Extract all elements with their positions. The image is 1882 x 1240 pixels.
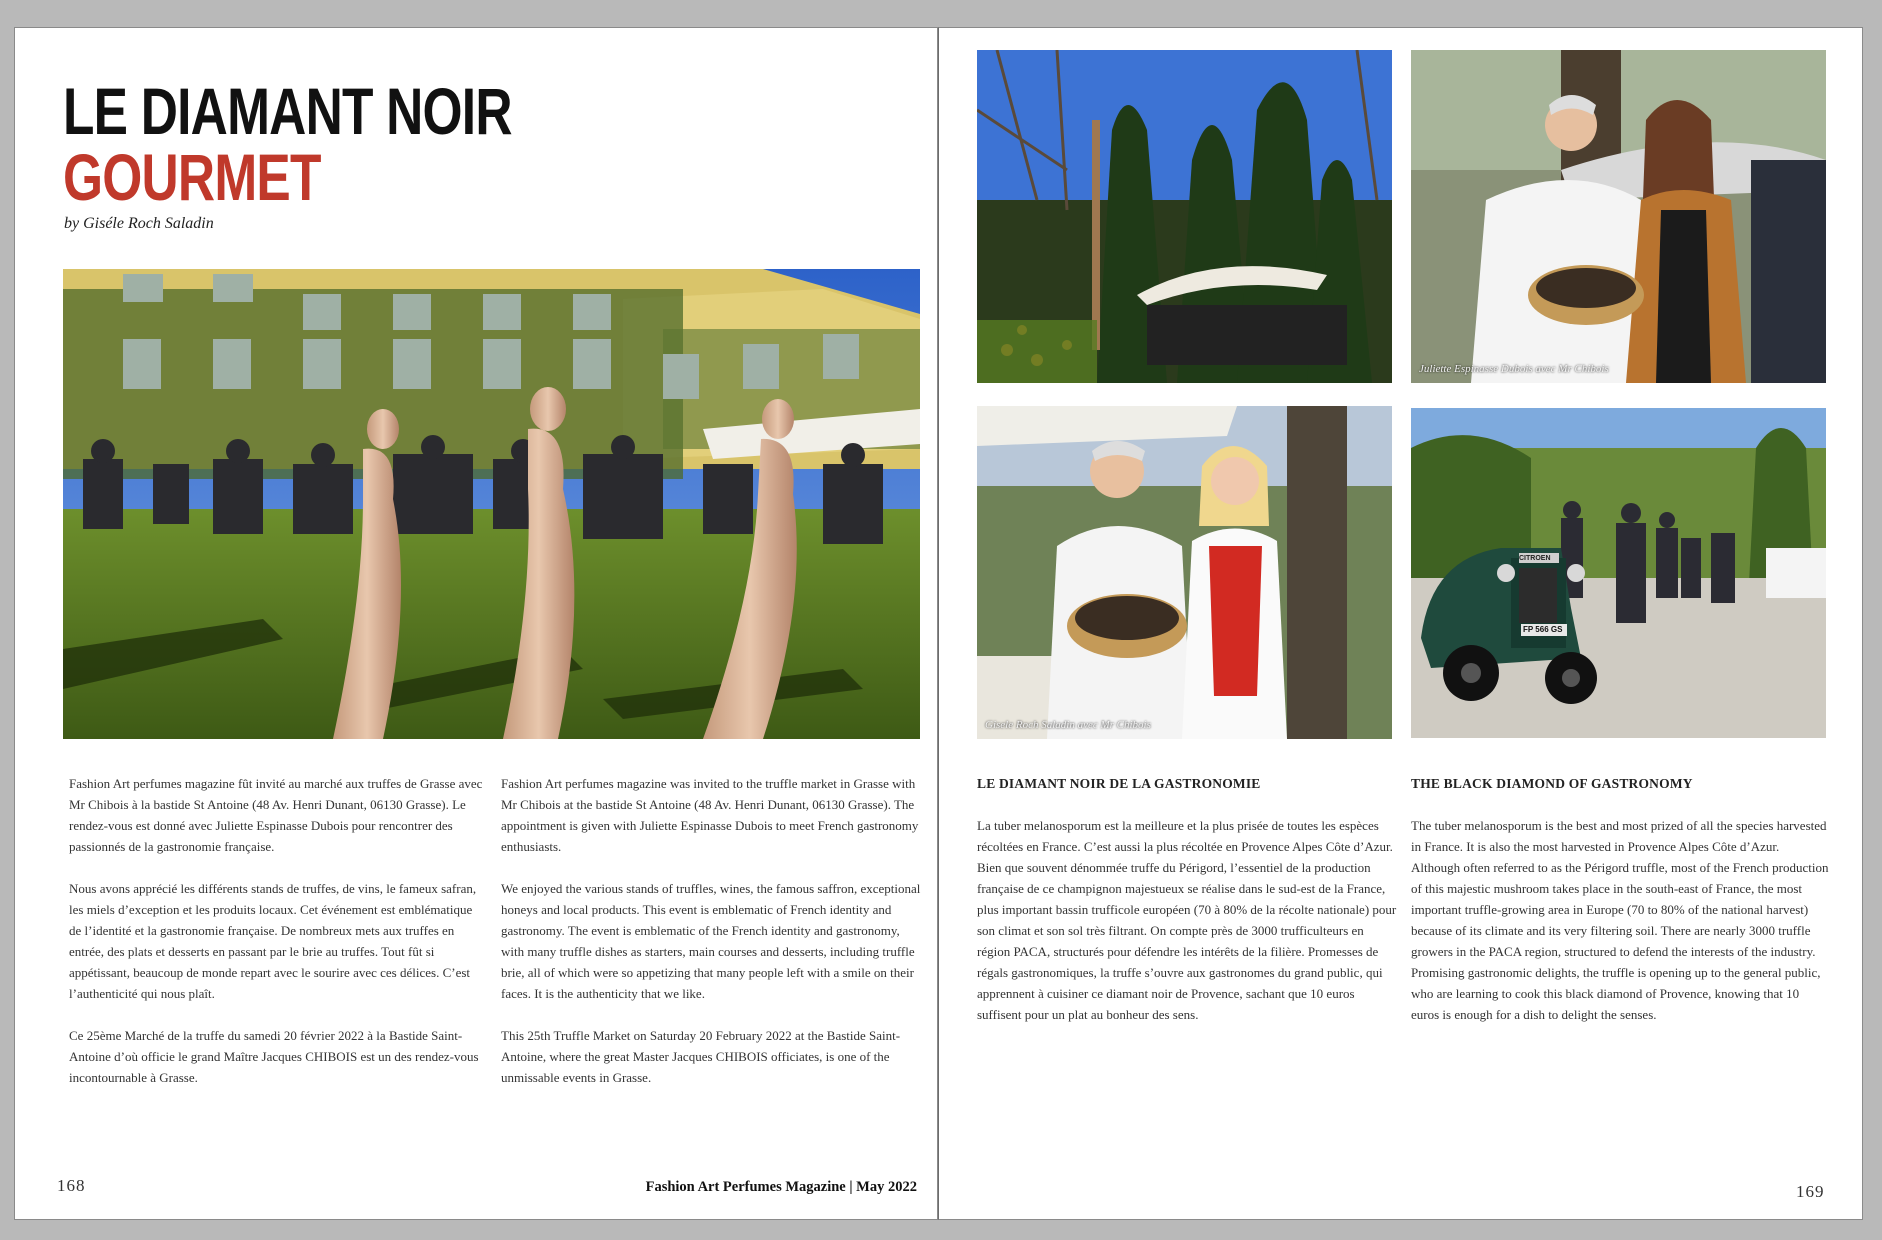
main-photo <box>63 269 920 739</box>
column-french <box>977 773 1397 1046</box>
photo-chef-juliette <box>1411 50 1826 383</box>
paragraph: The tuber melanosporum is the best and most prized of all the species harvested in France. It is also the most harvested in Provence Alpes Côte d’Azur. Although often referred to as the Périgord truffle, most of the French production of this majestic mushroom takes place in the south-east of France, the most important truffle-growing area in Europe (70 to 80% of the national harvest) because of its climate and its very filtering soil. There are nearly 3000 truffle growers in the PACA region, structured to defend the interests of the industry. Promising gastronomic delights, the truffle is opening up to the general public, who are learning to cook this black diamond of Provence, knowing that 10 euros is enough for a dish to delight the senses. <box>1411 818 1829 1022</box>
paragraph: This 25th Truffle Market on Saturday 20 February 2022 at the Bastide Saint-Antoine, where the great Master Jacques CHIBOIS officiates, is one of the unmissable events in Grasse. <box>501 1028 901 1085</box>
title-line-2: GOURMET <box>63 140 321 214</box>
article-title <box>63 74 512 214</box>
intro-column-french <box>69 773 485 1109</box>
paragraph: Ce 25ème Marché de la truffe du samedi 20 février 2022 à la Bastide Saint-Antoine d’où officie le grand Maître Jacques CHIBOIS est un des rendez-vous incontournable à Grasse. <box>69 1028 479 1085</box>
car-badge: CITROEN <box>1519 555 1551 562</box>
column-english <box>1411 773 1829 1046</box>
paragraph: Fashion Art perfumes magazine fût invité au marché aux truffes de Grasse avec Mr Chibois à la bastide St Antoine (48 Av. Henri Dunant, 06130 Grasse). Le rendez-vous est donné avec Juliette Espinasse Dubois pour rencontrer des passionnés de la gastronomie française. <box>69 776 483 854</box>
photo-market-trees <box>977 50 1392 383</box>
car-plate: FP 566 GS <box>1523 625 1563 634</box>
photo-caption: Gisele Roch Saladin avec Mr Chibois <box>985 719 1151 731</box>
right-page <box>938 27 1863 1220</box>
paragraph: Nous avons apprécié les différents stands de truffes, de vins, le fameux safran, les miels d’exception et les produits locaux. Cet événement est emblématique de l’identité et la gastronomie française. De nombreux mets aux truffes en entrée, des plats et desserts en passant par le brie au truffes. Tout fût si appétissant, beaucoup de monde repart avec le sourire avec ces délices. C’est l’authenticité qui nous plaît. <box>69 881 477 1001</box>
section-heading-english: THE BLACK DIAMOND OF GASTRONOMY <box>1411 776 1693 791</box>
left-page <box>14 27 938 1220</box>
paragraph: We enjoyed the various stands of truffles, wines, the famous saffron, exceptional honeys and local products. This event is emblematic of French identity and gastronomy. The event is emblematic of the French identity and gastronomy, with many truffle dishes as starters, main courses and desserts, including truffle brie, all of which were so appetizing that many people left with a smile on their faces. It is the authenticity that we like. <box>501 881 921 1001</box>
intro-column-english <box>501 773 921 1109</box>
title-line-1: LE DIAMANT NOIR <box>63 74 512 148</box>
section-heading-french: LE DIAMANT NOIR DE LA GASTRONOMIE <box>977 776 1261 791</box>
magazine-footer: Fashion Art Perfumes Magazine | May 2022 <box>645 1179 917 1195</box>
page-number-right: 169 <box>1796 1182 1825 1201</box>
photo-vintage-car <box>1411 408 1826 738</box>
page-number-left: 168 <box>57 1176 86 1195</box>
paragraph: Fashion Art perfumes magazine was invited to the truffle market in Grasse with Mr Chibois at the bastide St Antoine (48 Av. Henri Dunant, 06130 Grasse). The appointment is given with Juliette Espinasse Dubois to meet French gastronomy enthusiasts. <box>501 776 919 854</box>
photo-caption: Juliette Espinasse Dubois avec Mr Chibois <box>1419 363 1609 375</box>
paragraph: La tuber melanosporum est la meilleure et la plus prisée de toutes les espèces récoltées en France. C’est aussi la plus récoltée en Provence Alpes Côte d’Azur. Bien que souvent dénommée truffe du Périgord, l’essentiel de la production française de ce champignon majestueux se réalise dans le sud-est de la France, plus important bassin trufficole européen (70 à 80% de la récolte nationale) pour son climat et son sol très filtrant. On compte près de 3000 trufficulteurs en région PACA, structurés pour défendre les intérêts de la filière. Promesses de régals gastronomiques, la truffe s’ouvre aux gastronomes du grand public, qui apprennent à cuisiner ce diamant noir de Provence, sachant que 10 euros suffisent pour un plat au bonheur des sens. <box>977 818 1397 1022</box>
photo-chef-gisele <box>977 406 1392 739</box>
byline: by Giséle Roch Saladin <box>64 215 214 232</box>
